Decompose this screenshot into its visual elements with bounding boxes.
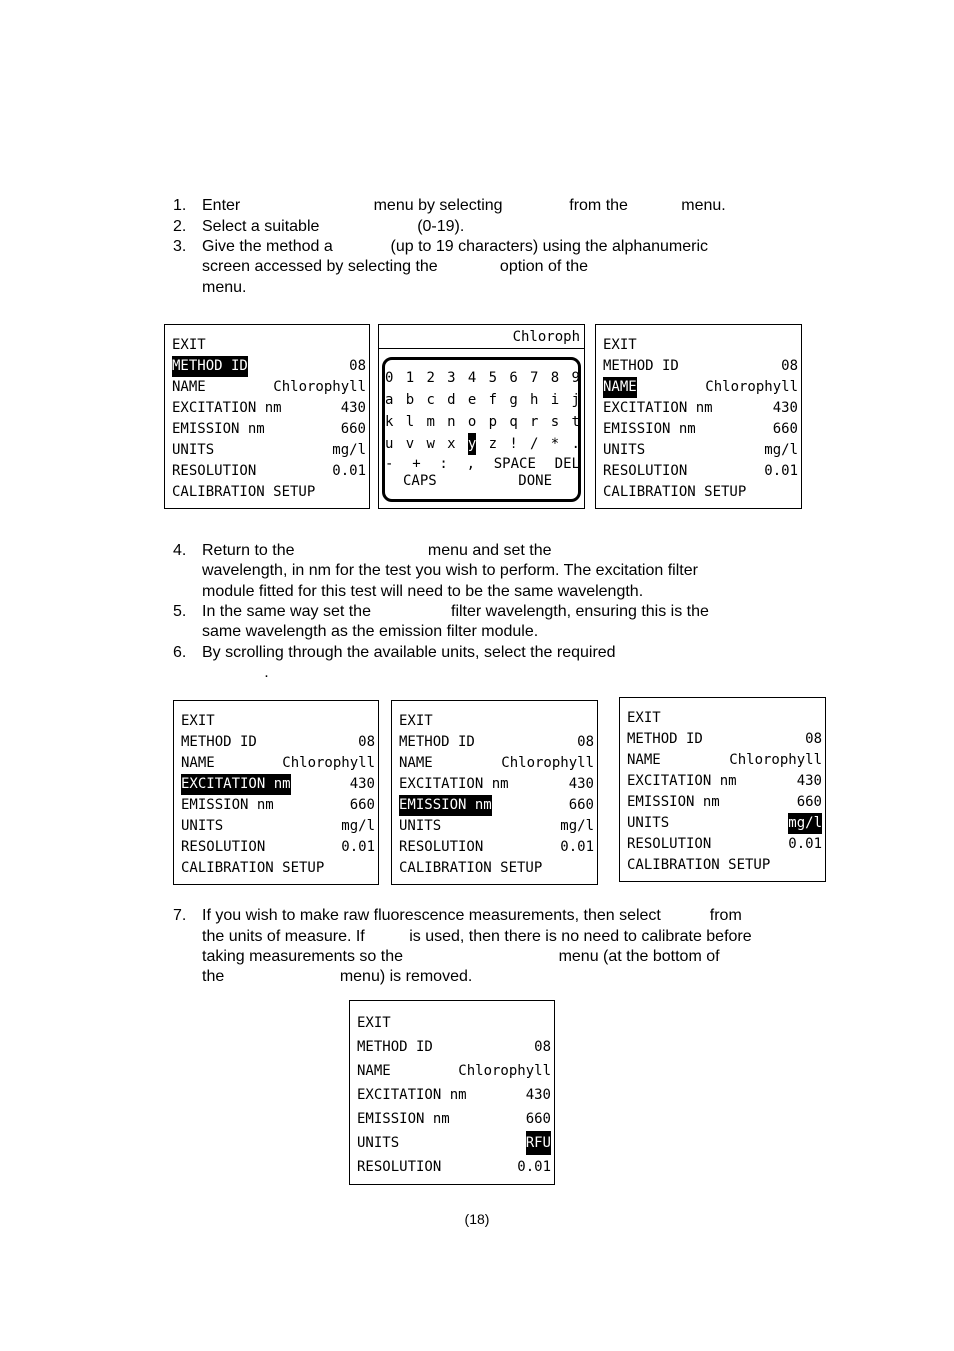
menu-units-value: mg/l — [788, 813, 822, 834]
menu-resolution: RESOLUTION — [172, 463, 257, 479]
key-delete: DEL — [554, 456, 580, 472]
key: 1 — [405, 370, 415, 386]
key: c — [426, 392, 435, 408]
step-3-number: 3. — [173, 238, 187, 255]
step-4-number: 4. — [173, 542, 187, 559]
key: x — [447, 436, 456, 452]
menu-units-value: mg/l — [764, 442, 798, 458]
key: v — [405, 436, 415, 452]
menu-resolution: RESOLUTION — [399, 839, 484, 855]
menu-name-value: Chlorophyll — [729, 752, 822, 768]
menu-units: UNITS — [399, 818, 442, 834]
menu-emission-value: 660 — [772, 421, 798, 437]
key: o — [467, 414, 477, 430]
menu-units: UNITS — [603, 442, 646, 458]
menu-method-id-value: 08 — [805, 731, 822, 747]
keyboard-row-symbols — [385, 453, 580, 475]
step-5-number: 5. — [173, 603, 187, 620]
menu-resolution-value: 0.01 — [560, 839, 594, 855]
lcd-screen-name — [595, 324, 802, 509]
menu-excitation: EXCITATION nm — [181, 774, 291, 795]
keyboard-name-entry: Chloroph — [512, 329, 580, 345]
key-selected: y — [468, 433, 476, 455]
menu-excitation: EXCITATION nm — [603, 400, 713, 416]
menu-name-value: Chlorophyll — [282, 755, 375, 771]
menu-excitation-value: 430 — [525, 1087, 551, 1103]
step-2-number: 2. — [173, 218, 187, 235]
menu-units-value: mg/l — [332, 442, 366, 458]
menu-method-id: METHOD ID — [399, 734, 475, 750]
menu-method-id: METHOD ID — [357, 1039, 433, 1055]
key: * — [550, 436, 560, 452]
key: t — [571, 414, 580, 430]
key-caps: CAPS — [403, 473, 437, 489]
key-done: DONE — [518, 473, 552, 489]
menu-emission: EMISSION nm — [399, 795, 492, 816]
keyboard-row-digits — [385, 367, 580, 389]
key: b — [405, 392, 415, 408]
key: d — [447, 392, 456, 408]
page-number: (18) — [464, 1211, 490, 1227]
key: s — [550, 414, 560, 430]
menu-name: NAME — [399, 755, 433, 771]
menu-resolution: RESOLUTION — [603, 463, 688, 479]
menu-name: NAME — [357, 1063, 391, 1079]
menu-name: NAME — [172, 379, 206, 395]
step-1-number: 1. — [173, 197, 187, 214]
menu-excitation-value: 430 — [349, 776, 375, 792]
menu-method-id-value: 08 — [358, 734, 375, 750]
menu-method-id-value: 08 — [781, 358, 798, 374]
menu-name: NAME — [181, 755, 215, 771]
menu-units-value-rfu: RFU — [526, 1131, 551, 1155]
menu-excitation: EXCITATION nm — [399, 776, 509, 792]
menu-emission: EMISSION nm — [172, 421, 265, 437]
menu-emission-value: 660 — [349, 797, 375, 813]
key: j — [571, 392, 580, 408]
key: q — [509, 414, 518, 430]
key: 4 — [467, 370, 477, 386]
key: k — [385, 414, 394, 430]
menu-emission-value: 660 — [525, 1111, 551, 1127]
lcd-screen-excitation — [173, 700, 379, 885]
key: 3 — [447, 370, 456, 386]
menu-method-id-value: 08 — [577, 734, 594, 750]
step-4-line1: Return to the menu and set the — [202, 542, 552, 559]
step-7-line3: taking measurements so the menu (at the bottom of — [202, 948, 720, 965]
step-3-line3: menu. — [202, 279, 247, 296]
lcd-screen-keyboard — [378, 324, 585, 509]
step-5-line2: same wavelength as the emission filter module. — [202, 623, 539, 640]
menu-name-value: Chlorophyll — [501, 755, 594, 771]
step-2-text: Select a suitable (0-19). — [202, 218, 465, 235]
key: 2 — [426, 370, 435, 386]
menu-units: UNITS — [181, 818, 224, 834]
key: p — [488, 414, 498, 430]
step-7-line1: If you wish to make raw fluorescence measurements, then select from — [202, 907, 742, 924]
key: : — [439, 456, 448, 472]
menu-exit: EXIT — [627, 710, 661, 726]
menu-exit: EXIT — [172, 337, 206, 353]
menu-excitation: EXCITATION nm — [627, 773, 737, 789]
menu-method-id: METHOD ID — [181, 734, 257, 750]
step-6-number: 6. — [173, 644, 187, 661]
key: r — [530, 414, 539, 430]
keyboard-divider — [379, 348, 584, 349]
key: 9 — [571, 370, 580, 386]
key: 0 — [385, 370, 394, 386]
key-space: SPACE — [493, 456, 536, 472]
menu-method-id: METHOD ID — [172, 356, 248, 377]
menu-emission-value: 660 — [340, 421, 366, 437]
menu-emission: EMISSION nm — [357, 1111, 450, 1127]
keyboard-row-k-t — [385, 411, 580, 433]
step-3-line1: Give the method a (up to 19 characters) using the alphanumeric — [202, 238, 709, 255]
lcd-screen-units — [619, 697, 826, 882]
step-7-line4: the menu) is removed. — [202, 968, 473, 985]
menu-resolution-value: 0.01 — [341, 839, 375, 855]
menu-calibration: CALIBRATION SETUP — [172, 484, 316, 500]
key: 7 — [530, 370, 539, 386]
menu-excitation-value: 430 — [340, 400, 366, 416]
menu-name-value: Chlorophyll — [458, 1063, 551, 1079]
step-4-line2: wavelength, in nm for the test you wish to perform. The excitation filter — [202, 562, 698, 579]
key: - — [385, 456, 394, 472]
step-4-line3: module fitted for this test will need to be the same wavelength. — [202, 583, 644, 600]
key: g — [509, 392, 518, 408]
menu-calibration: CALIBRATION SETUP — [603, 484, 747, 500]
menu-units: UNITS — [627, 815, 670, 831]
lcd-screen-rfu — [349, 1000, 555, 1185]
key: ! — [509, 436, 518, 452]
key: f — [488, 392, 498, 408]
menu-excitation-value: 430 — [772, 400, 798, 416]
menu-calibration: CALIBRATION SETUP — [181, 860, 325, 876]
key: w — [426, 436, 435, 452]
menu-method-id: METHOD ID — [603, 358, 679, 374]
menu-exit: EXIT — [357, 1015, 391, 1031]
menu-emission-value: 660 — [796, 794, 822, 810]
menu-emission: EMISSION nm — [603, 421, 696, 437]
key: u — [385, 436, 394, 452]
menu-units-value: mg/l — [341, 818, 375, 834]
step-6-line1: By scrolling through the available units, select the required — [202, 644, 616, 661]
menu-resolution: RESOLUTION — [627, 836, 712, 852]
key: + — [412, 456, 421, 472]
step-7-number: 7. — [173, 907, 187, 924]
menu-emission: EMISSION nm — [181, 797, 274, 813]
step-7-line2: the units of measure. If is used, then there is no need to calibrate before — [202, 928, 752, 945]
menu-method-id-value: 08 — [534, 1039, 551, 1055]
keyboard-row-commands — [403, 473, 552, 493]
menu-method-id-value: 08 — [349, 358, 366, 374]
keyboard-row-a-j — [385, 389, 580, 411]
menu-excitation: EXCITATION nm — [172, 400, 282, 416]
menu-name: NAME — [627, 752, 661, 768]
menu-units-value: mg/l — [560, 818, 594, 834]
menu-resolution: RESOLUTION — [181, 839, 266, 855]
menu-resolution: RESOLUTION — [357, 1159, 442, 1175]
menu-calibration: CALIBRATION SETUP — [627, 857, 771, 873]
menu-exit: EXIT — [603, 337, 637, 353]
menu-exit: EXIT — [399, 713, 433, 729]
key: 5 — [488, 370, 498, 386]
key: n — [447, 414, 456, 430]
key: , — [466, 456, 475, 472]
menu-resolution-value: 0.01 — [788, 836, 822, 852]
step-6-line2: . — [202, 664, 269, 681]
menu-excitation-value: 430 — [568, 776, 594, 792]
key: l — [405, 414, 415, 430]
key: 8 — [550, 370, 560, 386]
step-3-line2: screen accessed by selecting the option of the — [202, 258, 588, 275]
lcd-screen-emission — [391, 700, 598, 885]
menu-name-value: Chlorophyll — [705, 379, 798, 395]
key: z — [488, 436, 498, 452]
menu-emission: EMISSION nm — [627, 794, 720, 810]
menu-units: UNITS — [357, 1135, 400, 1151]
key: e — [467, 392, 477, 408]
key: m — [426, 414, 435, 430]
menu-resolution-value: 0.01 — [764, 463, 798, 479]
key: a — [385, 392, 394, 408]
step-5-line1: In the same way set the filter wavelength, ensuring this is the — [202, 603, 709, 620]
step-1-text: Enter menu by selecting from the menu. — [202, 197, 726, 214]
menu-resolution-value: 0.01 — [517, 1159, 551, 1175]
menu-units: UNITS — [172, 442, 215, 458]
key: h — [530, 392, 539, 408]
key: i — [550, 392, 560, 408]
menu-excitation-value: 430 — [796, 773, 822, 789]
menu-exit: EXIT — [181, 713, 215, 729]
lcd-screen-method-id — [164, 324, 370, 509]
menu-name: NAME — [603, 377, 637, 398]
menu-resolution-value: 0.01 — [332, 463, 366, 479]
menu-calibration: CALIBRATION SETUP — [399, 860, 543, 876]
menu-emission-value: 660 — [568, 797, 594, 813]
menu-method-id: METHOD ID — [627, 731, 703, 747]
menu-name-value: Chlorophyll — [273, 379, 366, 395]
key: . — [571, 436, 580, 452]
menu-excitation: EXCITATION nm — [357, 1087, 467, 1103]
key: 6 — [509, 370, 518, 386]
key: / — [530, 436, 539, 452]
keyboard-row-u-dot — [385, 433, 580, 455]
